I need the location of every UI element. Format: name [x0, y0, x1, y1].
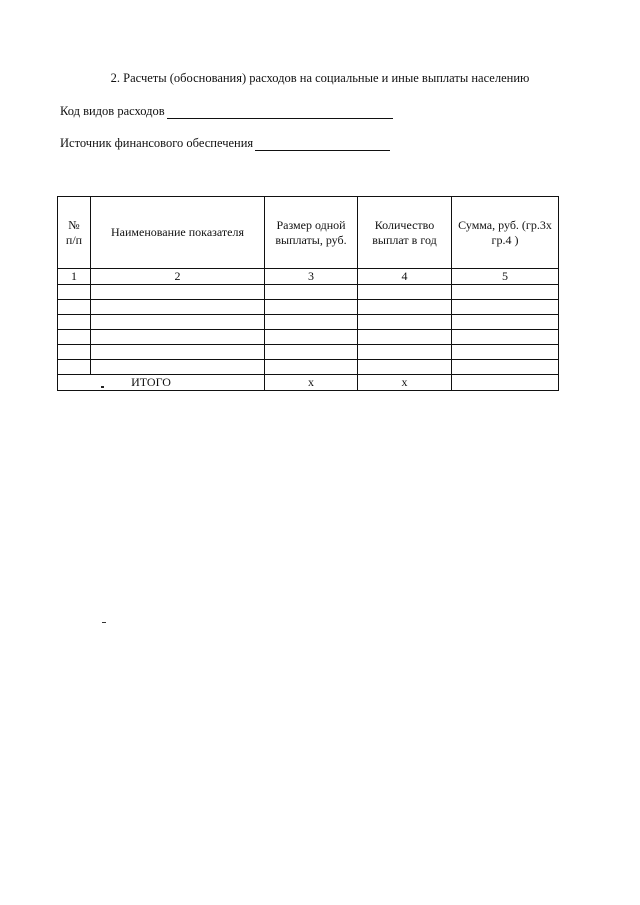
expense-code-field [60, 104, 393, 119]
funding-source-blank[interactable] [255, 138, 390, 151]
header-amount-single: Размер одной выплаты, руб. [265, 197, 358, 269]
total-label: ИТОГО [131, 375, 171, 389]
table-cell[interactable] [358, 285, 452, 300]
header-name: Наименование показателя [91, 197, 265, 269]
table-cell[interactable] [265, 360, 358, 375]
payments-table [57, 196, 559, 391]
table-cell[interactable] [452, 345, 559, 360]
total-sum-cell[interactable] [452, 375, 559, 391]
table-cell[interactable] [358, 360, 452, 375]
table-cell[interactable] [358, 300, 452, 315]
table-row [58, 330, 559, 345]
column-number-row [58, 269, 559, 285]
column-number: 1 [58, 269, 91, 285]
table-row [58, 345, 559, 360]
total-label-cell [58, 375, 265, 391]
table-cell[interactable] [91, 345, 265, 360]
scan-mark [101, 386, 104, 388]
table-cell[interactable] [452, 360, 559, 375]
table-cell[interactable] [358, 330, 452, 345]
table-cell[interactable] [452, 315, 559, 330]
funding-source-field [60, 136, 390, 151]
table-cell[interactable] [58, 285, 91, 300]
expense-code-label: Код видов расходов [60, 104, 165, 118]
column-number: 4 [358, 269, 452, 285]
table-row [58, 285, 559, 300]
table-cell[interactable] [452, 300, 559, 315]
table-cell[interactable] [91, 300, 265, 315]
table-cell[interactable] [58, 300, 91, 315]
table-row [58, 360, 559, 375]
total-row [58, 375, 559, 391]
total-col4: х [358, 375, 452, 391]
table-cell[interactable] [265, 285, 358, 300]
table-cell[interactable] [358, 345, 452, 360]
table-cell[interactable] [58, 360, 91, 375]
table-cell[interactable] [58, 330, 91, 345]
table-cell[interactable] [452, 330, 559, 345]
table-row [58, 315, 559, 330]
total-col3: х [265, 375, 358, 391]
table-cell[interactable] [91, 315, 265, 330]
table-header-row [58, 197, 559, 269]
funding-source-label: Источник финансового обеспечения [60, 136, 254, 150]
scan-mark [102, 622, 106, 623]
table-cell[interactable] [91, 285, 265, 300]
section-title: 2. Расчеты (обоснования) расходов на социальные и иные выплаты населению [110, 71, 530, 85]
header-num: № п/п [58, 197, 91, 269]
table-cell[interactable] [58, 315, 91, 330]
table-cell[interactable] [265, 345, 358, 360]
table-cell[interactable] [265, 300, 358, 315]
table-cell[interactable] [452, 285, 559, 300]
column-number: 2 [91, 269, 265, 285]
table-cell[interactable] [265, 315, 358, 330]
expense-code-blank[interactable] [167, 106, 393, 119]
table-cell[interactable] [91, 360, 265, 375]
table-cell[interactable] [358, 315, 452, 330]
table-cell[interactable] [265, 330, 358, 345]
column-number: 5 [452, 269, 559, 285]
table-row [58, 300, 559, 315]
table-cell[interactable] [58, 345, 91, 360]
header-count: Количество выплат в год [358, 197, 452, 269]
header-sum: Сумма, руб. (гр.3х гр.4 ) [452, 197, 559, 269]
column-number: 3 [265, 269, 358, 285]
table-cell[interactable] [91, 330, 265, 345]
